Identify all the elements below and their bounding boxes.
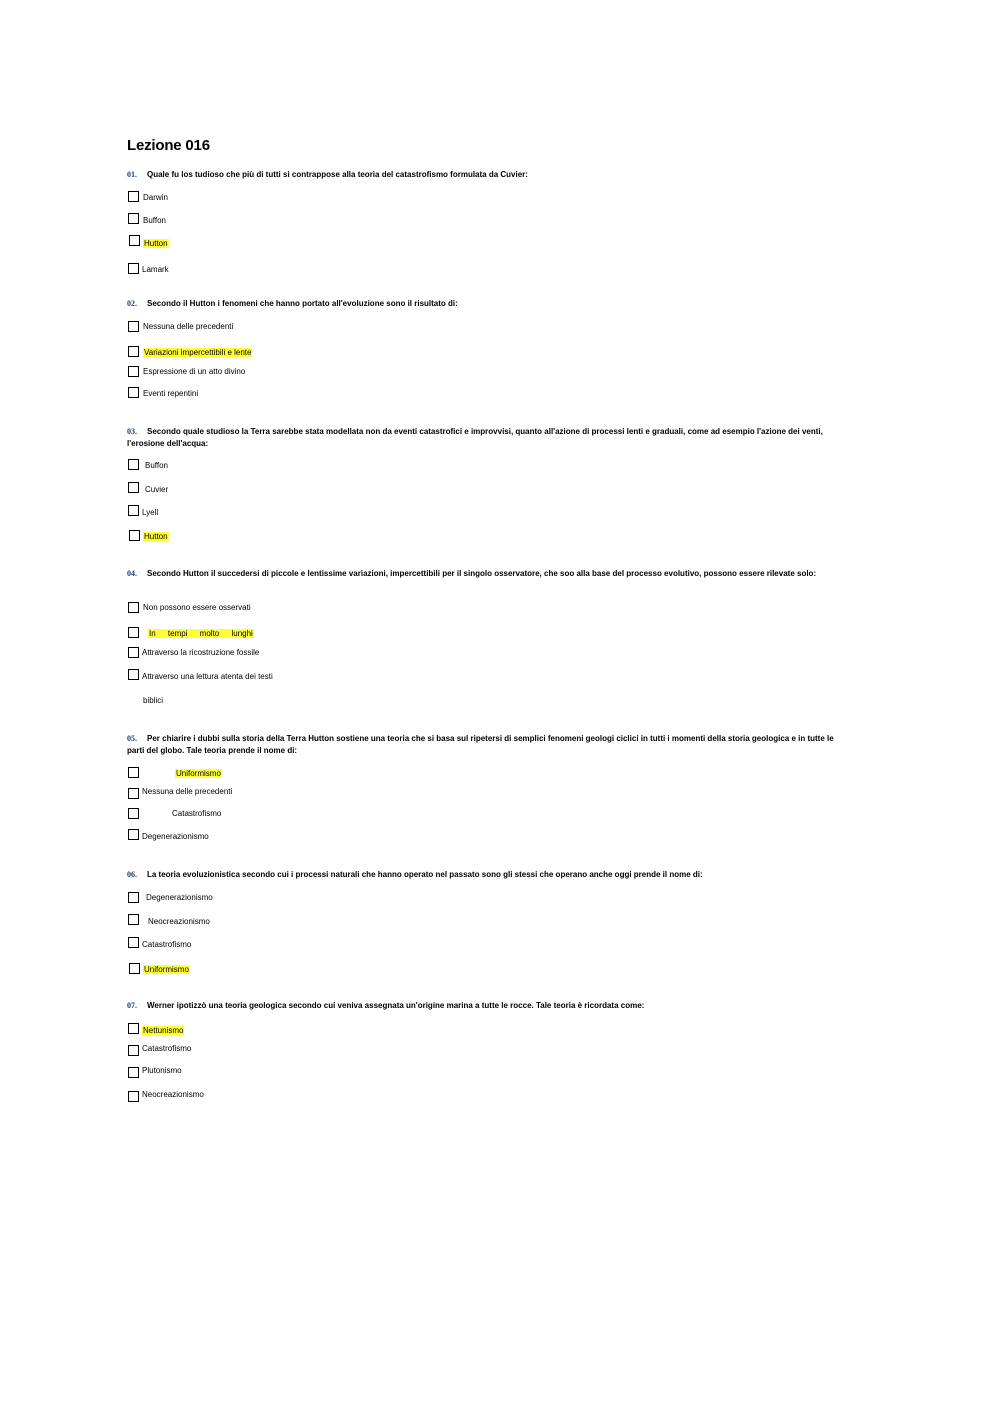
checkbox-q7-d[interactable] xyxy=(128,1091,139,1102)
highlighted-answer: Uniformismo xyxy=(176,769,221,778)
option-label: Buffon xyxy=(143,216,166,225)
question-number: 07. xyxy=(127,1001,137,1010)
checkbox-q7-a[interactable] xyxy=(128,1023,139,1034)
option-label: Nessuna delle precedenti xyxy=(142,787,233,796)
option-label: Neocreazionismo xyxy=(142,1090,204,1099)
checkbox-q4-c[interactable] xyxy=(128,647,139,658)
option-label: Espressione di un atto divino xyxy=(143,367,246,376)
checkbox-q5-b[interactable] xyxy=(128,788,139,799)
option-label: Eventi repentini xyxy=(143,389,199,398)
question-2 xyxy=(127,298,842,310)
question-7 xyxy=(127,1000,842,1012)
highlighted-answer: Hutton xyxy=(144,532,168,541)
question-4 xyxy=(127,568,842,580)
option-label: Degenerazionismo xyxy=(142,832,209,841)
highlighted-answer: Nettunismo xyxy=(143,1026,184,1035)
question-text: Per chiarire i dubbi sulla storia della Terra Hutton sostiene una teoria che si basa sul ripetersi di semplici fenomeni geologi ciclici in tutti i momenti della storia geologica e in tutte le parti del globo. Tale teoria prende il nome di: xyxy=(127,734,834,755)
checkbox-q3-c[interactable] xyxy=(128,505,139,516)
question-text: Secondo Hutton il succedersi di piccole e lentissime variazioni, impercettibili per il singolo osservatore, che soo alla base del processo evolutivo, possono essere rilevate solo: xyxy=(147,569,817,578)
option-label: Lyell xyxy=(142,508,159,517)
checkbox-q7-c[interactable] xyxy=(128,1067,139,1078)
checkbox-q2-b[interactable] xyxy=(128,346,139,357)
question-number: 05. xyxy=(127,734,137,743)
question-number: 04. xyxy=(127,569,137,578)
question-text: Secondo quale studioso la Terra sarebbe stata modellata non da eventi catastrofici e improvvisi, quanto all'azione di processi lenti e graduali, come ad esempio l'azione dei venti, l'erosione dell'acqua: xyxy=(127,427,823,448)
checkbox-q6-b[interactable] xyxy=(128,914,139,925)
question-5 xyxy=(127,733,842,757)
checkbox-q2-c[interactable] xyxy=(128,366,139,377)
option-label: Degenerazionismo xyxy=(146,893,213,902)
checkbox-q3-a[interactable] xyxy=(128,459,139,470)
question-number: 02. xyxy=(127,299,137,308)
checkbox-q1-d[interactable] xyxy=(128,263,139,274)
checkbox-q6-d[interactable] xyxy=(129,963,140,974)
option-label: Lamark xyxy=(142,265,169,274)
question-number: 06. xyxy=(127,870,137,879)
highlighted-answer: Hutton xyxy=(144,239,168,248)
checkbox-q2-a[interactable] xyxy=(128,321,139,332)
option-label: Neocreazionismo xyxy=(148,917,210,926)
checkbox-q4-d[interactable] xyxy=(128,669,139,680)
option-label: Catastrofismo xyxy=(142,940,192,949)
option-label: Non possono essere osservati xyxy=(143,603,251,612)
option-label: Attraverso una lettura atenta dei testi xyxy=(142,672,273,681)
question-text: Werner ipotizzò una teoria geologica secondo cui veniva assegnata un'origine marina a tutte le rocce. Tale teoria è ricordata come: xyxy=(147,1001,645,1010)
question-1 xyxy=(127,169,842,181)
option-label: Darwin xyxy=(143,193,168,202)
option-label: Buffon xyxy=(145,461,168,470)
checkbox-q6-c[interactable] xyxy=(128,937,139,948)
page-title: Lezione 016 xyxy=(127,137,210,154)
option-label: Attraverso la ricostruzione fossile xyxy=(142,648,260,657)
option-label: Cuvier xyxy=(145,485,169,494)
checkbox-q2-d[interactable] xyxy=(128,387,139,398)
checkbox-q1-a[interactable] xyxy=(128,191,139,202)
question-text: Quale fu los tudioso che più di tutti si contrappose alla teoria del catastrofismo formulata da Cuvier: xyxy=(147,170,528,179)
question-number: 01. xyxy=(127,170,137,179)
option-label: Catastrofismo xyxy=(142,1044,192,1053)
highlighted-answer: In tempi molto lunghi xyxy=(149,629,253,638)
question-text: Secondo il Hutton i fenomeni che hanno portato all'evoluzione sono il risultato di: xyxy=(147,299,458,308)
checkbox-q1-b[interactable] xyxy=(128,213,139,224)
option-label: Plutonismo xyxy=(142,1066,182,1075)
highlighted-answer: Uniformismo xyxy=(144,965,189,974)
checkbox-q3-d[interactable] xyxy=(129,530,140,541)
highlighted-answer: Variazioni impercettibili e lente xyxy=(144,348,252,357)
question-3 xyxy=(127,426,842,450)
option-label: Catastrofismo xyxy=(172,809,222,818)
checkbox-q6-a[interactable] xyxy=(128,892,139,903)
checkbox-q1-c[interactable] xyxy=(129,235,140,246)
question-number: 03. xyxy=(127,427,137,436)
question-6 xyxy=(127,869,842,881)
checkbox-q5-a[interactable] xyxy=(128,767,139,778)
checkbox-q7-b[interactable] xyxy=(128,1045,139,1056)
checkbox-q5-d[interactable] xyxy=(128,829,139,840)
checkbox-q5-c[interactable] xyxy=(128,808,139,819)
question-text: La teoria evoluzionistica secondo cui i processi naturali che hanno operato nel passato sono gli stessi che operano anche oggi prende il nome di: xyxy=(147,870,703,879)
option-continuation: biblici xyxy=(143,696,164,705)
option-label: Nessuna delle precedenti xyxy=(143,322,234,331)
checkbox-q3-b[interactable] xyxy=(128,482,139,493)
checkbox-q4-a[interactable] xyxy=(128,602,139,613)
checkbox-q4-b[interactable] xyxy=(128,627,139,638)
